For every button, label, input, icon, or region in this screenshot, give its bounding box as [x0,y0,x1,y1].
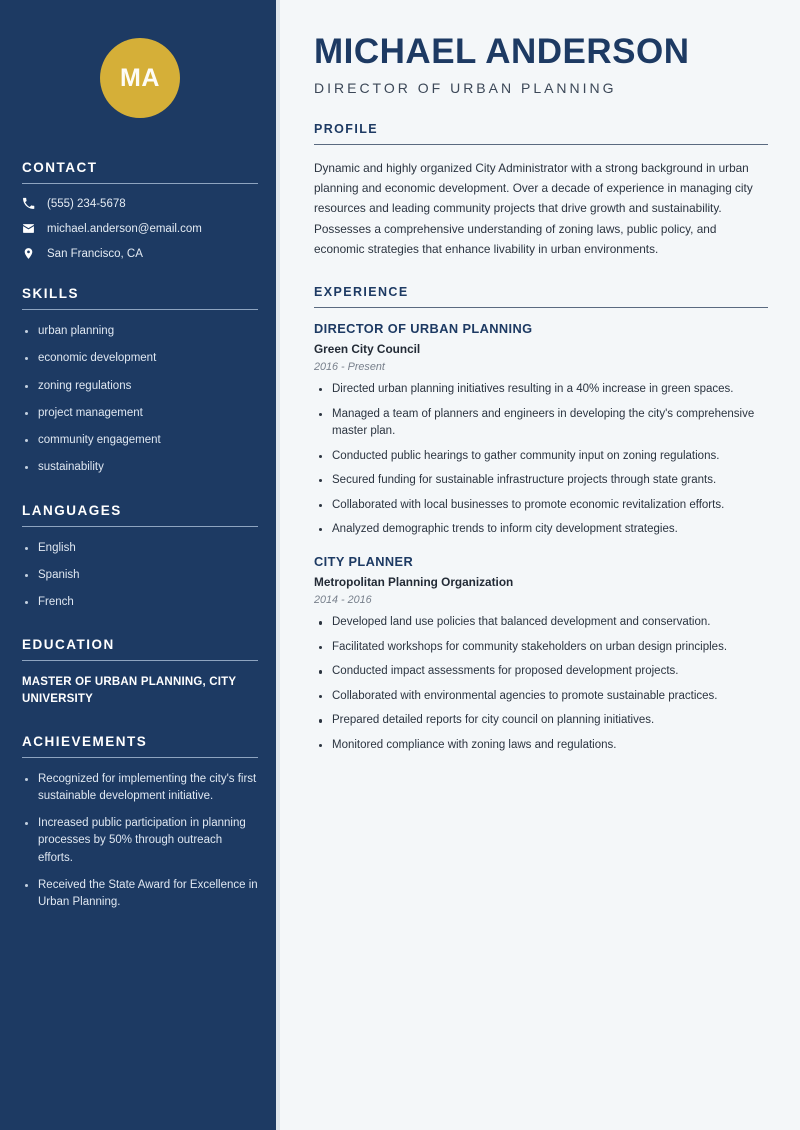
experience-section [314,285,768,754]
list-item: economic development [22,350,258,367]
list-item: Facilitated workshops for community stakeholders on urban design principles. [314,639,768,656]
experience-heading: EXPERIENCE [314,285,409,300]
list-item: Conducted public hearings to gather community input on zoning regulations. [314,448,768,465]
contact-item-email[interactable] [22,222,258,235]
languages-list [22,540,258,612]
list-item: zoning regulations [22,378,258,395]
list-item: project management [22,405,258,422]
sidebar [0,0,280,1130]
list-item: Recognized for implementing the city's first sustainable development initiative. [22,771,258,806]
main-content [280,0,800,1130]
experience-divider [314,307,768,308]
list-item: Managed a team of planners and engineers in developing the city's comprehensive master plan. [314,406,768,441]
achievements-list [22,771,258,912]
job-company: Metropolitan Planning Organization [314,575,514,590]
education-heading: EDUCATION [22,637,115,653]
job-company: Green City Council [314,342,421,357]
job-dates: 2016 - Present [314,361,385,374]
profile-text: Dynamic and highly organized City Administrator with a strong background in urban planning and economic development. Over a decade of experience in managing city resources and leading community projects that drive growth and sustainability. Possesses a comprehensive understanding of zoning laws, public policy, and economic strategies that enhance livability in urban environments. [314,160,753,256]
contact-heading: CONTACT [22,160,98,175]
envelope-icon [22,222,35,235]
avatar-container [22,0,258,160]
list-item: sustainability [22,459,258,476]
phone-icon [22,197,35,210]
profile-heading: PROFILE [314,121,378,136]
job-dates: 2014 - 2016 [314,594,372,607]
achievements-divider [22,757,258,758]
location-pin-icon [22,247,35,260]
list-item: Monitored compliance with zoning laws and regulations. [314,737,768,754]
contact-item-location[interactable] [22,247,258,260]
education-divider [22,660,258,661]
list-item: Increased public participation in planning processes by 50% through outreach efforts. [22,815,258,867]
contact-section [22,160,258,260]
education-degree: MASTER OF URBAN PLANNING, CITY UNIVERSITY [22,676,237,705]
experience-entry [314,554,768,754]
list-item: Collaborated with local businesses to promote economic revitalization efforts. [314,497,768,514]
job-role: DIRECTOR OF URBAN PLANNING [314,321,533,337]
skills-list [22,323,258,477]
list-item: Collaborated with environmental agencies to promote sustainable practices. [314,688,768,705]
job-role: CITY PLANNER [314,554,414,570]
languages-section [22,503,258,612]
contact-location-value: San Francisco, CA [47,247,143,260]
professional-title: DIRECTOR OF URBAN PLANNING [314,79,617,96]
list-item: Received the State Award for Excellence in Urban Planning. [22,877,258,912]
avatar-initials: MA [100,38,180,118]
list-item: Secured funding for sustainable infrastructure projects through state grants. [314,472,768,489]
achievements-heading: ACHIEVEMENTS [22,733,148,749]
languages-heading: LANGUAGES [22,502,122,518]
list-item: community engagement [22,432,258,449]
profile-divider [314,144,768,145]
contact-item-phone[interactable] [22,197,258,210]
list-item: Spanish [22,567,258,584]
list-item: Developed land use policies that balanced development and conservation. [314,614,768,631]
list-item: Directed urban planning initiatives resulting in a 40% increase in green spaces. [314,381,768,398]
achievements-section [22,734,258,912]
list-item: English [22,540,258,557]
skills-section [22,286,258,477]
list-item: urban planning [22,323,258,340]
list-item: French [22,594,258,611]
contact-divider [22,183,258,184]
education-section [22,637,258,707]
list-item: Prepared detailed reports for city council on planning initiatives. [314,712,768,729]
list-item: Conducted impact assessments for proposed development projects. [314,663,768,680]
skills-divider [22,309,258,310]
contact-email-value: michael.anderson@email.com [47,222,202,235]
languages-divider [22,526,258,527]
page-title: MICHAEL ANDERSON [314,32,690,71]
list-item: Analyzed demographic trends to inform city development strategies. [314,521,768,538]
experience-entry [314,321,768,538]
profile-section [314,122,768,259]
skills-heading: SKILLS [22,286,80,301]
contact-list [22,197,258,260]
job-bullet-list [314,614,768,754]
contact-phone-value: (555) 234-5678 [47,197,126,210]
job-bullet-list [314,381,768,538]
